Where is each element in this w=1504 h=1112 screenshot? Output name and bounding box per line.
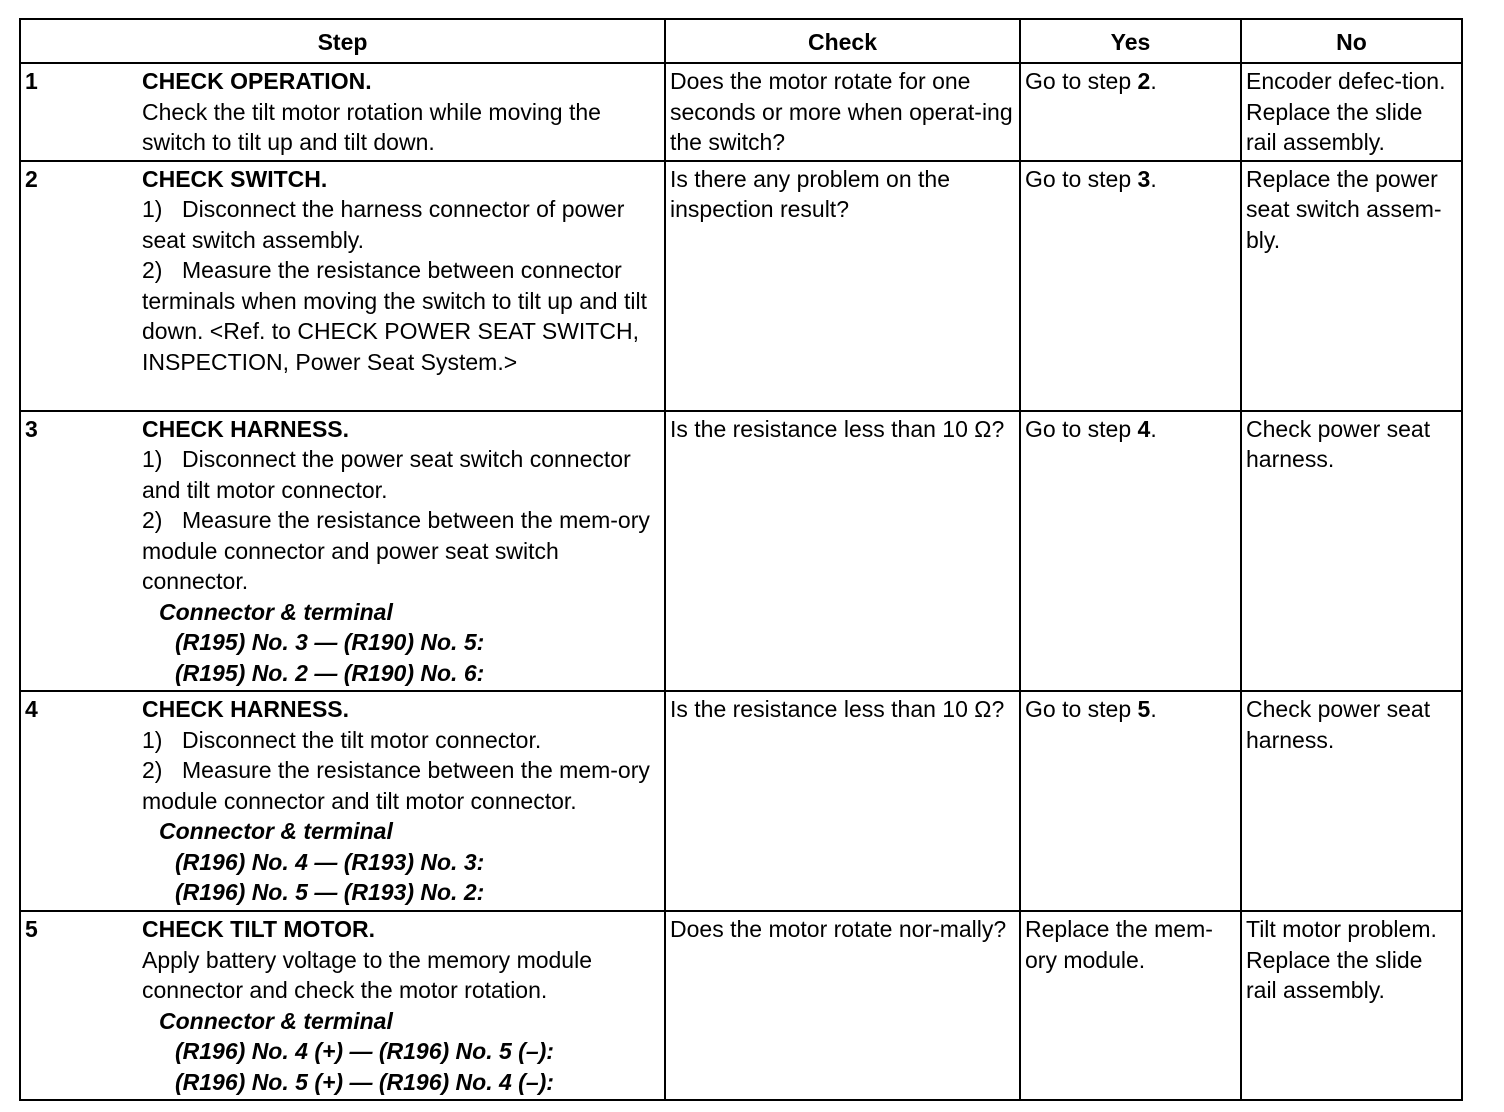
header-step: Step xyxy=(20,19,665,63)
step-number: 5 xyxy=(20,911,138,1100)
step-title: CHECK TILT MOTOR. xyxy=(142,916,375,942)
connector-terminal-heading: Connector & terminal xyxy=(159,1007,393,1034)
step-title: CHECK HARNESS. xyxy=(142,696,350,722)
no-cell: Tilt motor problem. Replace the slide rail assembly. xyxy=(1241,911,1462,1100)
step-text: Apply battery voltage to the memory module connector and check the motor rotation. xyxy=(142,946,593,1003)
instruction-2: 2) Measure the resistance between connector terminals when moving the switch to tilt up and tilt down. <Ref. to CHECK POWER SEAT SWITCH, INSPECTION, Power Seat System.> xyxy=(142,257,647,375)
yes-step-link: 5 xyxy=(1137,696,1151,722)
yes-step-link: 3 xyxy=(1137,165,1151,192)
step-title: CHECK HARNESS. xyxy=(142,415,350,442)
step-title: CHECK SWITCH. xyxy=(142,165,328,192)
yes-cell: Go to step 2. xyxy=(1020,63,1241,161)
yes-cell: Go to step 4. xyxy=(1020,411,1241,692)
instruction-1: 1) Disconnect the harness connector of power seat switch assembly. xyxy=(142,196,625,253)
table-row xyxy=(20,411,1462,692)
no-cell: Replace the power seat switch assem-bly. xyxy=(1241,161,1462,411)
step-number: 2 xyxy=(20,161,138,411)
check-cell: Is the resistance less than 10 Ω? xyxy=(665,411,1020,692)
header-row xyxy=(20,19,1462,63)
connector-terminal-heading: Connector & terminal xyxy=(159,818,393,844)
connector-terminal-line: (R196) No. 4 — (R193) No. 3: xyxy=(175,848,485,875)
step-cell xyxy=(138,411,665,692)
step-title: CHECK OPERATION. xyxy=(142,68,372,94)
step-cell xyxy=(138,63,665,161)
step-cell xyxy=(138,911,665,1100)
connector-terminal-line: (R196) No. 4 (+) — (R196) No. 5 (–): xyxy=(175,1038,554,1064)
step-number: 3 xyxy=(20,411,138,692)
connector-terminal-line: (R196) No. 5 (+) — (R196) No. 4 (–): xyxy=(175,1068,554,1095)
step-text: Check the tilt motor rotation while moving the switch to tilt up and tilt down. xyxy=(142,98,601,155)
connector-terminal-line: (R195) No. 3 — (R190) No. 5: xyxy=(175,629,485,655)
no-cell: Check power seat harness. xyxy=(1241,691,1462,911)
instruction-1: 1) Disconnect the tilt motor connector. xyxy=(142,726,542,753)
connector-terminal-heading: Connector & terminal xyxy=(159,598,393,625)
yes-step-link: 4 xyxy=(1137,415,1151,442)
step-cell xyxy=(138,161,665,411)
header-check: Check xyxy=(665,19,1020,63)
step-number: 1 xyxy=(20,63,138,161)
instruction-2: 2) Measure the resistance between the mem-ory module connector and power seat switch connector. xyxy=(142,507,650,594)
table-row xyxy=(20,63,1462,161)
yes-cell: Go to step 3. xyxy=(1020,161,1241,411)
step-cell xyxy=(138,691,665,911)
instruction-1: 1) Disconnect the power seat switch connector and tilt motor connector. xyxy=(142,446,631,503)
connector-terminal-line: (R196) No. 5 — (R193) No. 2: xyxy=(175,879,485,905)
table-row xyxy=(20,161,1462,411)
step-number: 4 xyxy=(20,691,138,911)
instruction-2: 2) Measure the resistance between the mem-ory module connector and tilt motor connector. xyxy=(142,757,650,814)
check-cell: Is the resistance less than 10 Ω? xyxy=(665,691,1020,911)
diagnostic-table xyxy=(19,18,1463,1101)
yes-cell: Replace the mem-ory module. xyxy=(1020,911,1241,1100)
no-cell: Check power seat harness. xyxy=(1241,411,1462,692)
check-cell: Is there any problem on the inspection result? xyxy=(665,161,1020,411)
yes-cell: Go to step 5. xyxy=(1020,691,1241,911)
table-row xyxy=(20,911,1462,1100)
check-cell: Does the motor rotate for one seconds or more when operat-ing the switch? xyxy=(665,63,1020,161)
check-cell: Does the motor rotate nor-mally? xyxy=(665,911,1020,1100)
header-no: No xyxy=(1241,19,1462,63)
header-yes: Yes xyxy=(1020,19,1241,63)
no-cell: Encoder defec-tion. Replace the slide rail assembly. xyxy=(1241,63,1462,161)
connector-terminal-line: (R195) No. 2 — (R190) No. 6: xyxy=(175,659,485,686)
yes-step-link: 2 xyxy=(1137,68,1151,94)
table-row xyxy=(20,691,1462,911)
